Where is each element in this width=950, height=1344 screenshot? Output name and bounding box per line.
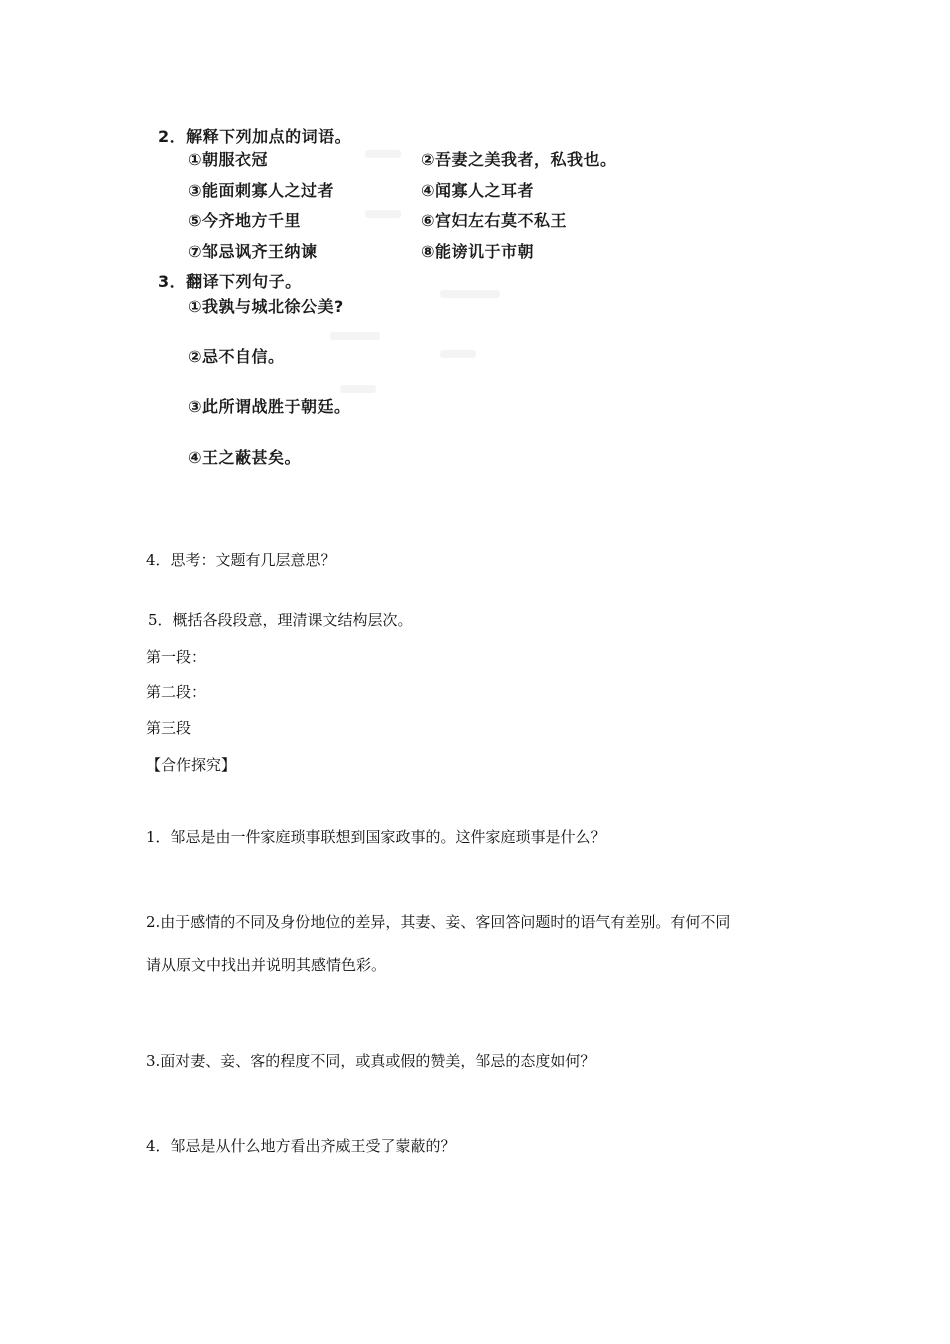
q3-item: ①我孰与城北徐公美?: [188, 297, 344, 316]
q2-item: ⑤今齐地方千里: [188, 211, 302, 230]
inquiry-question: 请从原文中找出并说明其感情色彩。: [146, 956, 387, 974]
q5-item: 第一段：: [146, 648, 207, 666]
q5-item: 第三段: [146, 719, 192, 737]
watermark-mark: [365, 210, 401, 218]
q2-item: ⑦邹忌讽齐王纳谏: [188, 242, 318, 261]
inquiry-question: 1．邹忌是由一件家庭琐事联想到国家政事的。这件家庭琐事是什么？: [146, 828, 606, 846]
q2-item: ⑥宫妇左右莫不私王: [421, 211, 568, 230]
q3-title: 3．翻译下列句子。: [158, 272, 302, 291]
watermark-mark: [365, 150, 401, 158]
watermark-mark: [440, 290, 500, 298]
q2-item: ④闻寡人之耳者: [421, 181, 535, 200]
watermark-mark: [330, 332, 380, 340]
q2-item: ⑧能谤讥于市朝: [421, 242, 535, 261]
inquiry-question: 3.面对妻、妾、客的程度不同，或真或假的赞美，邹忌的态度如何？: [146, 1052, 596, 1070]
inquiry-question: 4．邹忌是从什么地方看出齐威王受了蒙蔽的？: [146, 1137, 456, 1155]
q2-item: ③能面刺寡人之过者: [188, 181, 335, 200]
q2-item: ②吾妻之美我者，私我也。: [421, 150, 617, 169]
q3-item: ④王之蔽甚矣。: [188, 448, 302, 467]
q5-item: 第二段：: [146, 683, 207, 701]
q4-text: 4．思考：文题有几层意思？: [146, 551, 336, 569]
q2-item: ①朝服衣冠: [188, 150, 269, 169]
section-heading: 【合作探究】: [146, 756, 237, 774]
q2-title: 2．解释下列加点的词语。: [158, 127, 352, 146]
inquiry-question: 2.由于感情的不同及身份地位的差异，其妻、妾、客回答问题时的语气有差别。有何不同: [146, 913, 731, 931]
q3-item: ③此所谓战胜于朝廷。: [188, 397, 351, 416]
q5-title: 5．概括各段段意，理清课文结构层次。: [148, 611, 413, 629]
q3-item: ②忌不自信。: [188, 347, 285, 366]
watermark-mark: [440, 350, 476, 358]
watermark-mark: [340, 385, 376, 393]
